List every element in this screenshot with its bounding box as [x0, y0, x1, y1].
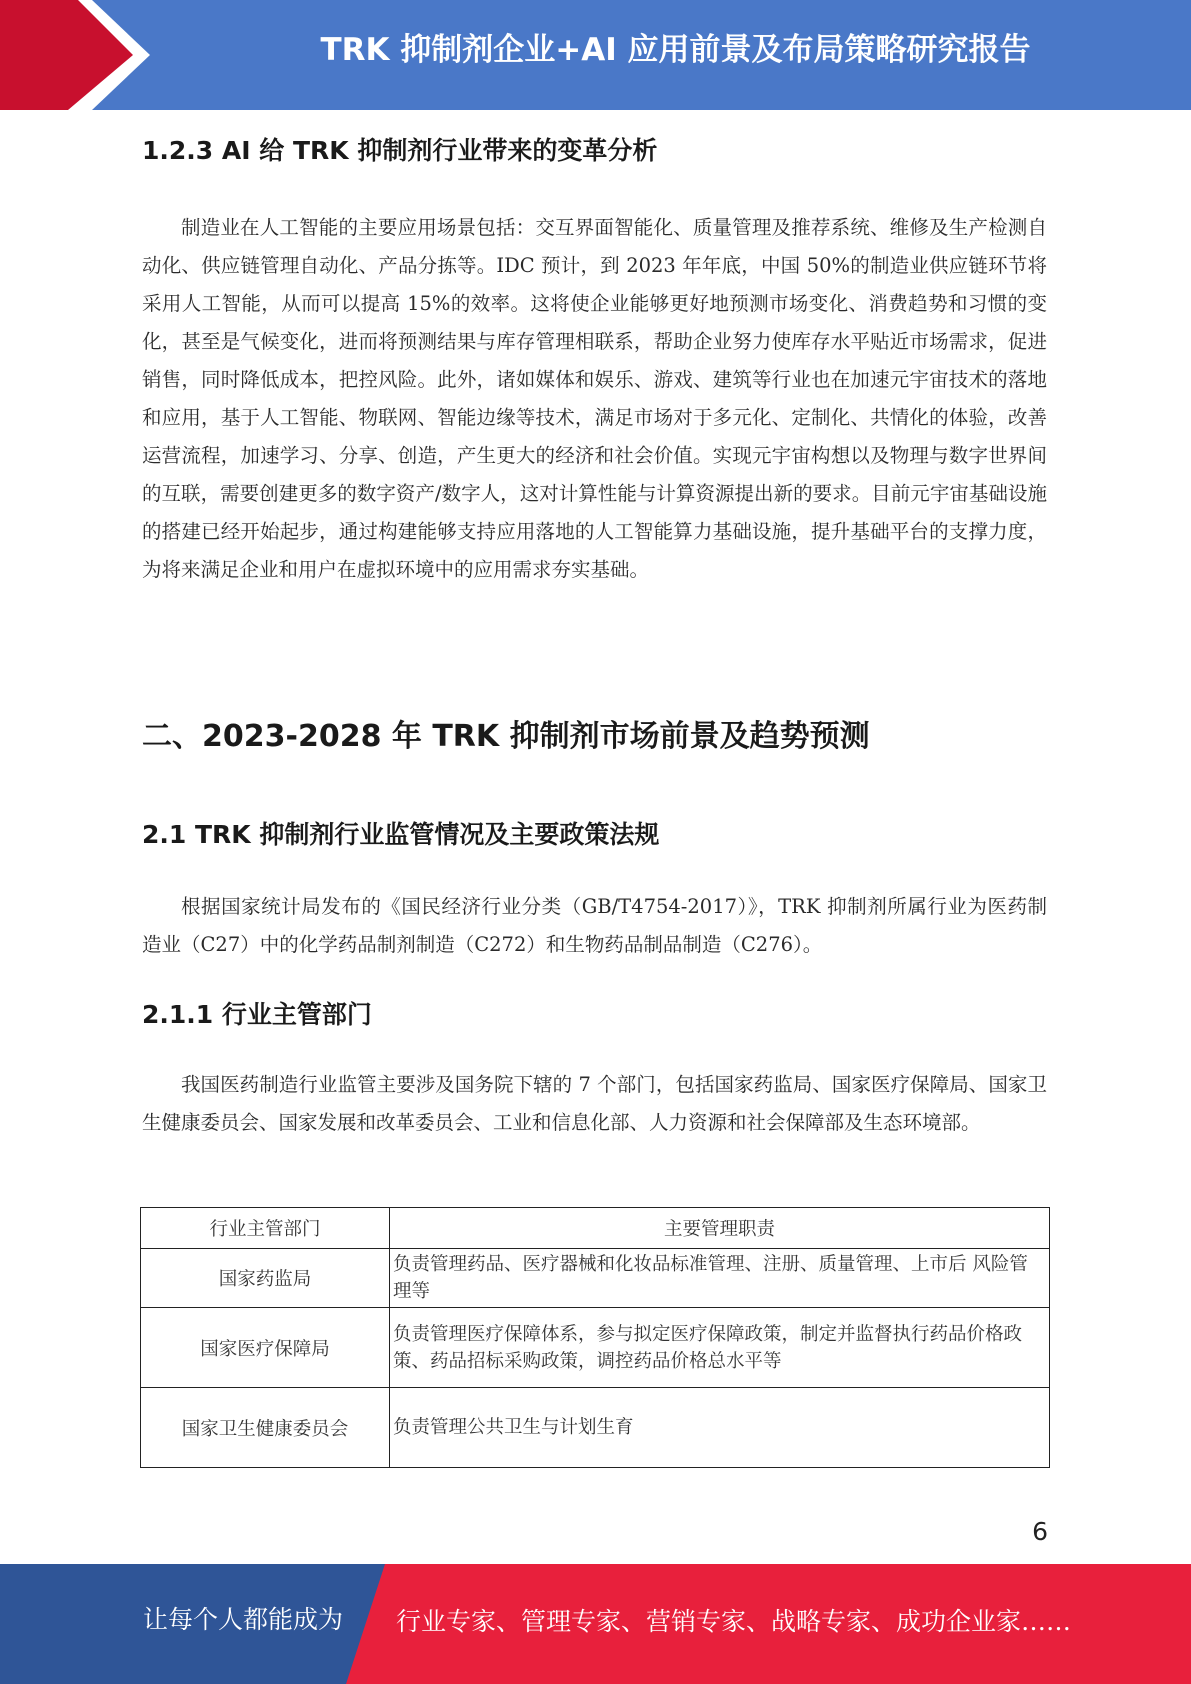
department-table-container	[140, 1207, 1050, 1468]
page-header	[0, 0, 1191, 110]
footer-slogan-right: 行业专家、管理专家、营销专家、战略专家、成功企业家……	[396, 1607, 1072, 1636]
section-heading-2-1: 2.1 TRK 抑制剂行业监管情况及主要政策法规	[142, 820, 660, 849]
section-heading-1-2-3: 1.2.3 AI 给 TRK 抑制剂行业带来的变革分析	[142, 136, 658, 165]
report-title: TRK 抑制剂企业+AI 应用前景及布局策略研究报告	[320, 32, 1031, 68]
table-cell-duty: 负责管理医疗保障体系，参与拟定医疗保障政策，制定并监督执行药品价格政策、药品招标采购政策，调控药品价格总水平等	[390, 1308, 1050, 1388]
table-row	[141, 1388, 1050, 1468]
table-cell-duty: 负责管理药品、医疗器械和化妆品标准管理、注册、质量管理、上市后 风险管理等	[390, 1249, 1050, 1308]
table-header-row	[141, 1208, 1050, 1249]
department-table	[140, 1207, 1050, 1468]
header-chevron-decoration	[0, 0, 160, 110]
table-cell-department: 国家卫生健康委员会	[141, 1388, 390, 1468]
section-paragraph-2-1: 根据国家统计局发布的《国民经济行业分类（GB/T4754-2017）》，TRK 抑制剂所属行业为医药制造业（C27）中的化学药品制剂制造（C272）和生物药品制品制造（C276）。	[142, 895, 1047, 956]
column-header-duty: 主要管理职责	[390, 1208, 1050, 1249]
table-cell-department: 国家药监局	[141, 1249, 390, 1308]
section-paragraph-1-2-3: 制造业在人工智能的主要应用场景包括：交互界面智能化、质量管理及推荐系统、维修及生产检测自动化、供应链管理自动化、产品分拣等。IDC 预计，到 2023 年年底，中国 50%的制造业供应链环节将采用人工智能，从而可以提高 15%的效率。这将使企业能够更好地预测市场变化、消费趋势和习惯的变化，甚至是气候变化，进而将预测结果与库存管理相联系，帮助企业努力使库存水平贴近市场需求，促进销售，同时降低成本，把控风险。此外，诸如媒体和娱乐、游戏、建筑等行业也在加速元宇宙技术的落地和应用，基于人工智能、物联网、智能边缘等技术，满足市场对于多元化、定制化、共情化的体验，改善运营流程，加速学习、分享、创造，产生更大的经济和社会价值。实现元宇宙构想以及物理与数字世界间的互联，需要创建更多的数字资产/数字人，这对计算性能与计算资源提出新的要求。目前元宇宙基础设施的搭建已经开始起步，通过构建能够支持应用落地的人工智能算力基础设施，提升基础平台的支撑力度，为将来满足企业和用户在虚拟环境中的应用需求夯实基础。	[142, 216, 1047, 581]
chapter-heading-2: 二、2023-2028 年 TRK 抑制剂市场前景及趋势预测	[142, 719, 870, 754]
column-header-department: 行业主管部门	[141, 1208, 390, 1249]
footer-slogan-left: 让每个人都能成为	[143, 1605, 344, 1634]
page-number: 6	[1032, 1517, 1048, 1546]
table-cell-department: 国家医疗保障局	[141, 1308, 390, 1388]
table-row	[141, 1308, 1050, 1388]
section-paragraph-2-1-1: 我国医药制造行业监管主要涉及国务院下辖的 7 个部门，包括国家药监局、国家医疗保障局、国家卫生健康委员会、国家发展和改革委员会、工业和信息化部、人力资源和社会保障部及生态环境部。	[142, 1073, 1047, 1134]
section-heading-2-1-1: 2.1.1 行业主管部门	[142, 1000, 372, 1029]
page-footer	[0, 1564, 1191, 1684]
table-cell-duty: 负责管理公共卫生与计划生育	[390, 1388, 1050, 1468]
table-row	[141, 1249, 1050, 1308]
